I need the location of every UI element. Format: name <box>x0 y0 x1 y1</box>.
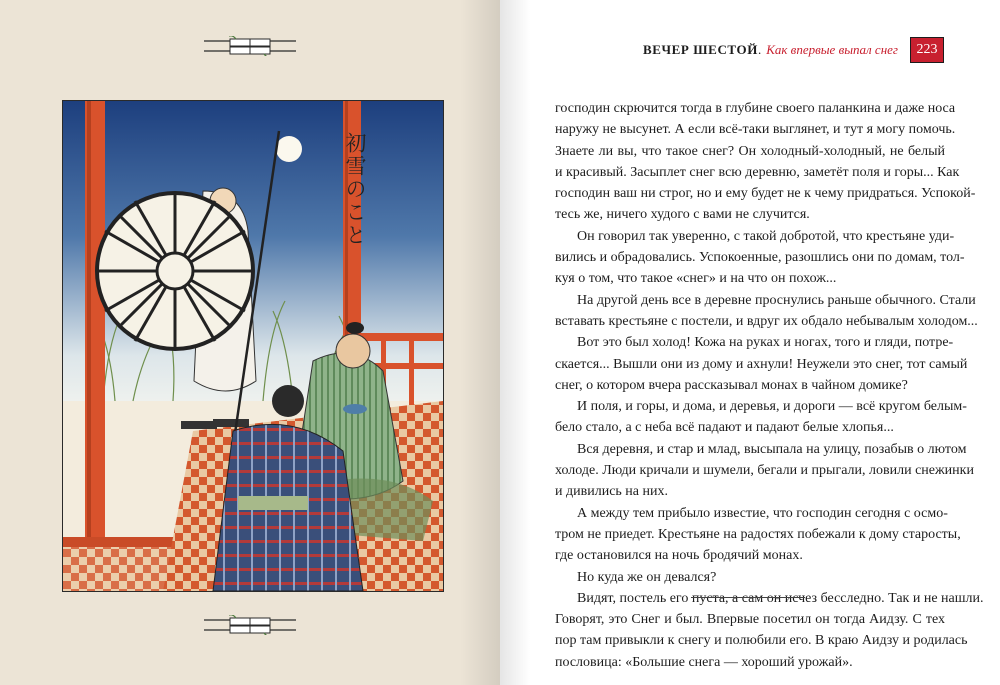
text-line: и красивый. Засыплет снег всю деревню, заметёт поля и горы... Как <box>555 164 960 180</box>
text-line: Вся деревня, и стар и млад, высыпала на улицу, позабыв о лютом <box>577 441 967 457</box>
text-line: тесь же, ничего худого с вами не случится. <box>555 207 810 223</box>
text-line: господин ваш ни строг, но и ему будет не к чему придраться. Успокой- <box>555 186 976 202</box>
calligraphy-title: 初雪のこと <box>343 132 367 247</box>
text-line: пор там привыкли к снегу и полюбили его. В краю Аидзу и родилась <box>555 633 968 649</box>
text-line: На другой день все в деревне проснулись раньше обычного. Стали <box>577 292 976 308</box>
text-line: где остановился на ночь бродячий монах. <box>555 548 803 564</box>
text-line: снег, о котором вчера рассказывал монах в чайном домике? <box>555 377 908 393</box>
text-line: Говорят, это Снег и был. Впервые посетил он тогда Аидзу. С тех <box>555 612 945 628</box>
text-line: куя о том, что такое «снег» и на что он похож... <box>555 271 837 287</box>
text-line: И поля, и горы, и дома, и деревья, и дороги — всё кругом белым- <box>577 399 967 415</box>
text-line: господин скрючится тогда в глубине своего паланкина и даже носа <box>555 101 956 116</box>
paragraph <box>555 439 974 503</box>
text-line: Знаете ли вы, что такое снег? Он холодный-холодный, не белый <box>555 143 945 159</box>
illustration-snow-monk <box>62 100 444 592</box>
text-line: Вот это был холод! Кожа на руках и ногах, того и гляди, потре- <box>577 335 954 351</box>
illustration-scene <box>63 101 443 591</box>
page-number-badge: 223 <box>910 37 944 63</box>
text-line: Он говорил так уверенно, с такой добротой, что крестьяне уди- <box>577 228 955 244</box>
text-line: и дивились на них. <box>555 484 668 500</box>
text-line: вились и обрадовались. Успокоенные, разошлись они по домам, тол- <box>555 250 965 266</box>
text-line: Но куда же он девался? <box>577 569 717 585</box>
end-rule <box>691 597 805 598</box>
story-text <box>555 98 984 673</box>
text-line: бело стало, а с неба всё падают и падают белые хлопья... <box>555 420 894 436</box>
bamboo-ornament-top <box>200 36 300 56</box>
paragraph <box>555 332 968 396</box>
header-separator: . <box>757 42 762 57</box>
paragraph <box>555 226 965 290</box>
paragraph <box>555 567 945 588</box>
text-line: тром не приедет. Крестьяне на радостях побежали к дому старосты, <box>555 526 961 542</box>
bamboo-ornament-bottom <box>200 615 300 635</box>
text-line: пословица: «Большие снега — хороший урожай». <box>555 654 853 670</box>
paragraph <box>555 588 984 673</box>
text-line: А между тем прибыло известие, что господин сегодня с осмо- <box>577 505 948 521</box>
paragraph <box>555 503 961 567</box>
text-line: Видят, постель его пуста, а сам он исчез бесследно. Так и не нашли. <box>577 590 984 606</box>
moon <box>276 136 302 162</box>
text-line: вставать крестьяне с постели, и вдруг их обдало небывалым холодом... <box>555 313 978 329</box>
text-line: холоде. Люди кричали и шумели, бегали и прыгали, ловили снежинки <box>555 463 974 479</box>
running-header <box>643 37 944 63</box>
header-story-title: Как впервые выпал снег <box>766 42 898 57</box>
paragraph <box>555 98 976 226</box>
umbrella <box>97 193 253 349</box>
text-line: скается... Вышли они из дому и ахнули! Неужели это снег, тот самый <box>555 356 968 372</box>
text-line: наружу не высунет. А если всё-таки выглянет, и тут я могу помочь. <box>555 122 956 138</box>
paragraph <box>555 290 978 333</box>
paragraph <box>555 396 967 439</box>
header-chapter: ВЕЧЕР ШЕСТОЙ <box>642 42 758 57</box>
